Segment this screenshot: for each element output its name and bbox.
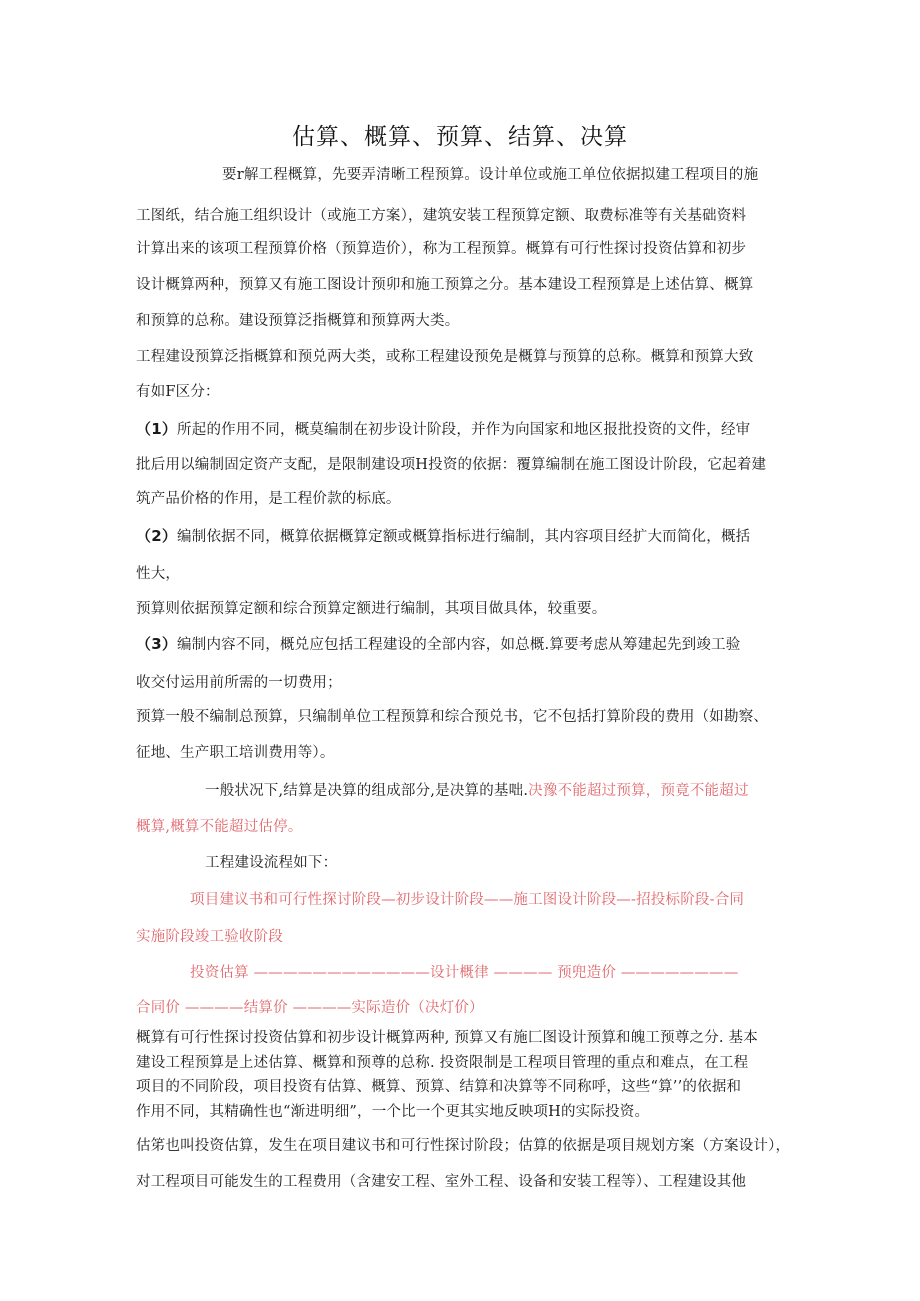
- paragraph-5-bold-text: 估笫也叫投资估算，发生在项目建议书和可行性探讨阶段: [136, 1138, 504, 1154]
- paragraph-1-line-2: 工图纸，结合施工组织设计（或施工方案），建筑安装工程预算定额、取费标准等有关基础资料: [136, 208, 747, 224]
- flow-stages-line-1: 项目建议书和可行性探讨阶段—初步设计阶段——施工图设计阶段—-招投标阶段-合同: [190, 892, 745, 908]
- paragraph-3-black-text: 一般状况下,结算是决算的组成部分,是决算的基咄.: [205, 783, 529, 799]
- list-item-3-line-4: 征地、生产职工培训费用等）。: [136, 745, 335, 761]
- flow-costs-line-1: 投资估算 ————————————设计概律 ———— 预兜造价 ————————: [190, 965, 739, 981]
- paragraph-1-line-4: 设计概算两种，预算又有施工图设计预卯和施工预算之分。基本建设工程预算是上述估算、概算: [136, 277, 754, 293]
- list-item-1-line-3: 筑产品价格的作用，是工程价款的标底。: [136, 491, 401, 507]
- list-item-1-line-1: [136, 419, 750, 440]
- list-item-2-number: （2）: [136, 527, 178, 545]
- paragraph-3-line-2: 概算,概算不能超过估停。: [136, 819, 303, 835]
- paragraph-5-line-1: [136, 1136, 790, 1156]
- flow-stages-line-2: 实施阶段竣工验收阶段: [136, 929, 283, 945]
- flow-heading-rest: 如下：: [293, 855, 338, 871]
- list-item-2-line-3: 预算则依据预算定额和综合预算定额进行编制，其项目做具体，较重要。: [136, 601, 607, 617]
- flow-costs-line-2: 合同价 ————结算价 ————实际造价（决灯价）: [136, 1000, 484, 1016]
- paragraph-4-line-3: 项目的不同阶段，项目投资有估算、概算、预算、结算和决算等不同称呼，这些“算’’的依据和: [136, 1079, 742, 1095]
- list-item-3-text: 编制内容不同，概兑应包括工程建设的全部内容，如总概.算要考虑从筹建起先到竣工验: [177, 637, 741, 653]
- list-item-2-line-1: [136, 526, 750, 547]
- paragraph-3-line-1: [205, 781, 749, 801]
- paragraph-4-line-2: 建设工程预算是上述估算、概算和预尊的总称. 投资限制是工程项目管理的重点和难点，在工程: [136, 1055, 749, 1071]
- list-item-3-line-1: [136, 634, 740, 655]
- paragraph-1-line-5: 和预算的总称。建设预算泛指概算和预算两大类。: [136, 313, 460, 329]
- list-item-1-number: （1）: [136, 420, 178, 438]
- paragraph-4-line-1: 概算有可行性探讨投资估算和初步设计概算两种, 预算又有施匚图设计预算和魄工预尊之分. 基本: [136, 1030, 758, 1046]
- paragraph-1-line-3: 计算出来的该项工程预算价格（预算造价），称为工程预算。概算有可行性探讨投资估算和初步: [136, 241, 747, 257]
- paragraph-4-line-4: 作用不同，其精确性也“渐进明细”，一个比一个更其实地反映项H的实际投资。: [136, 1104, 650, 1120]
- list-item-1-text: 所起的作用不同，概莫编制在初步设计阶段，并作为向国家和地区报批投资的文件，经审: [177, 422, 751, 438]
- list-item-1-line-2: 批后用以编制固定资产支配，是限制建设项H投资的依据：覆算编制在施工图设计阶段，它起着建: [136, 457, 767, 473]
- paragraph-5-rest-text: ；估算的依据是项目规划方案（方案设计），: [503, 1138, 791, 1154]
- list-item-3-line-3: 预算一般不编制总预算，只编制单位工程预算和综合预兑书，它不包括打算阶段的费用（如勘察、: [136, 709, 769, 725]
- list-item-3-number: （3）: [136, 635, 178, 653]
- list-item-3-line-2: 收交付运用前所需的一切费用；: [136, 675, 342, 691]
- paragraph-1-line-1: 要r解工程概算，先要弄清晰工程预算。设计单位或施工单位依据拟建工程项目的施: [222, 167, 759, 183]
- document-title: 估算、概算、预算、结算、决算: [292, 124, 628, 150]
- list-item-2-line-2: 性大，: [136, 566, 181, 582]
- flow-heading-bold: 工程建设流程: [205, 855, 294, 871]
- list-item-2-text: 编制依据不同，概算依据概算定额或概算指标进行编制，其内容项目经扩大而简化，概括: [177, 529, 751, 545]
- paragraph-3-red-text: 决豫不能超过预算，预竟不能超过: [528, 783, 749, 799]
- flow-heading: [205, 853, 337, 873]
- paragraph-2-line-2: 有如F区分：: [136, 384, 220, 400]
- paragraph-5-line-2: 对工程项目可能发生的工程费用（含建安工程、室外工程、设备和安装工程等）、工程建设其他: [136, 1174, 747, 1190]
- paragraph-2-line-1: 工程建设预算泛指概算和预兑两大类，或称工程建设预免是概算与预算的总称。概算和预算大致: [136, 349, 754, 365]
